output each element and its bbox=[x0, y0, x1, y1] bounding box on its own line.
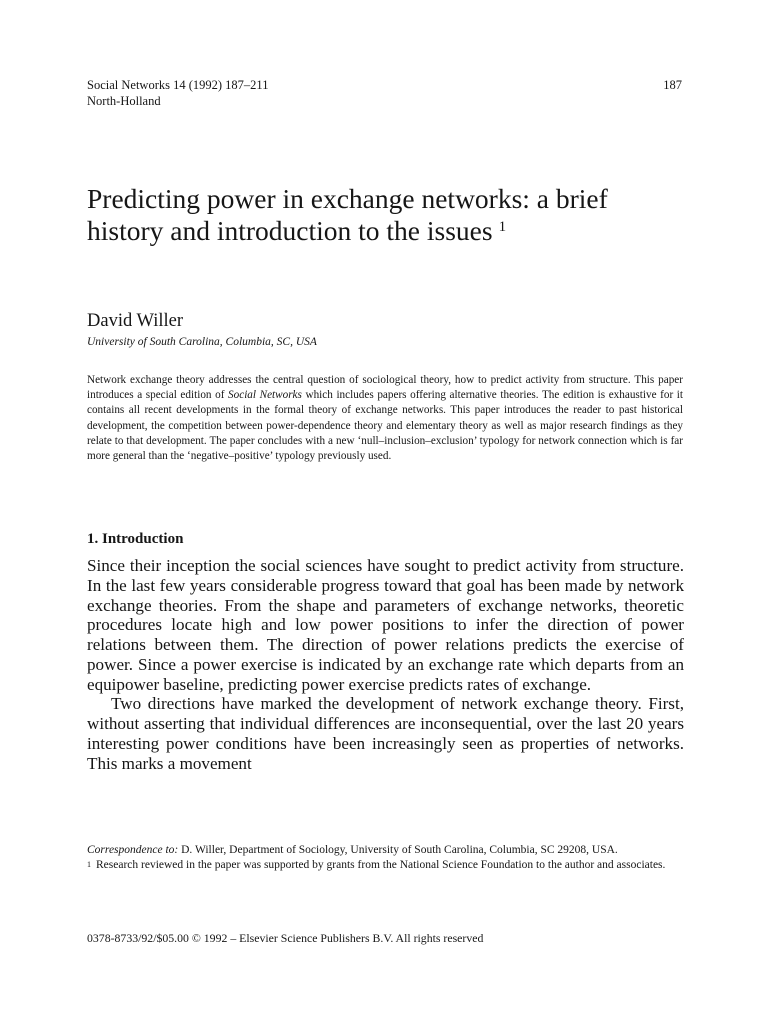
author-affiliation: University of South Carolina, Columbia, SC, USA bbox=[87, 336, 317, 348]
page-number: 187 bbox=[663, 78, 682, 92]
correspondence-note bbox=[87, 843, 684, 857]
body-paragraph-2 bbox=[87, 694, 684, 773]
author-name: David Willer bbox=[87, 311, 184, 331]
article-title bbox=[87, 183, 687, 247]
section-heading: 1. Introduction bbox=[87, 531, 184, 547]
running-header bbox=[87, 77, 268, 109]
correspondence-text: D. Willer, Department of Sociology, University of South Carolina, Columbia, SC 29208, USA. bbox=[181, 844, 618, 856]
footnote-1-text: Research reviewed in the paper was supported by grants from the National Science Foundation to the author and associates. bbox=[96, 859, 666, 872]
article-title-text: Predicting power in exchange networks: a brief history and introduction to the issues bbox=[87, 183, 608, 246]
title-footnote-mark: 1 bbox=[498, 219, 507, 235]
abstract-part-2: which includes papers offering alternative theories. The edition is exhaustive for it contains all recent developments in the formal theory of exchange networks. This paper introduces the reader to past historical development, the competition between power-dependence theory and elementary theory as well as major research findings as they relate to that development. The paper concludes with a new ‘null–inclusion–exclusion’ typology for network connection which is far more general than the ‘negative–positive’ typology previously used. bbox=[87, 389, 684, 463]
correspondence-label: Correspondence to: bbox=[87, 844, 179, 856]
footnote-1 bbox=[87, 858, 684, 872]
abstract-journal-name: Social Networks bbox=[228, 389, 302, 402]
footnote-1-mark: 1 bbox=[87, 860, 91, 870]
abstract bbox=[87, 373, 683, 464]
body-paragraph-1: Since their inception the social sciences have sought to predict activity from structure. In the last few years considerable progress toward that goal has been made by network exchange theories. From the shape and parameters of exchange networks, theoretic procedures locate high and low power positions to infer the direction of power relations between them. The direction of power relations predicts the exercise of power. Since a power exercise is indicated by an exchange rate which departs from an equipower baseline, predicting power exercise predicts rates of exchange. bbox=[87, 556, 684, 694]
section-body bbox=[87, 556, 684, 773]
footnotes bbox=[87, 843, 684, 872]
abstract-part-1: Network exchange theory addresses the central question of sociological theory, how to predict activity from structure. This paper introduces a special edition of bbox=[87, 374, 683, 402]
copyright-line: 0378-8733/92/$05.00 © 1992 – Elsevier Science Publishers B.V. All rights reserved bbox=[87, 931, 484, 945]
publisher-name: North-Holland bbox=[87, 94, 161, 108]
journal-citation: Social Networks 14 (1992) 187–211 bbox=[87, 78, 269, 92]
body-paragraph-2-text: Two directions have marked the development of network exchange theory. First, without asserting that individual differences are inconsequential, over the last 20 years interesting power conditions have been increasingly seen as properties of networks. This marks a movement bbox=[87, 694, 684, 773]
